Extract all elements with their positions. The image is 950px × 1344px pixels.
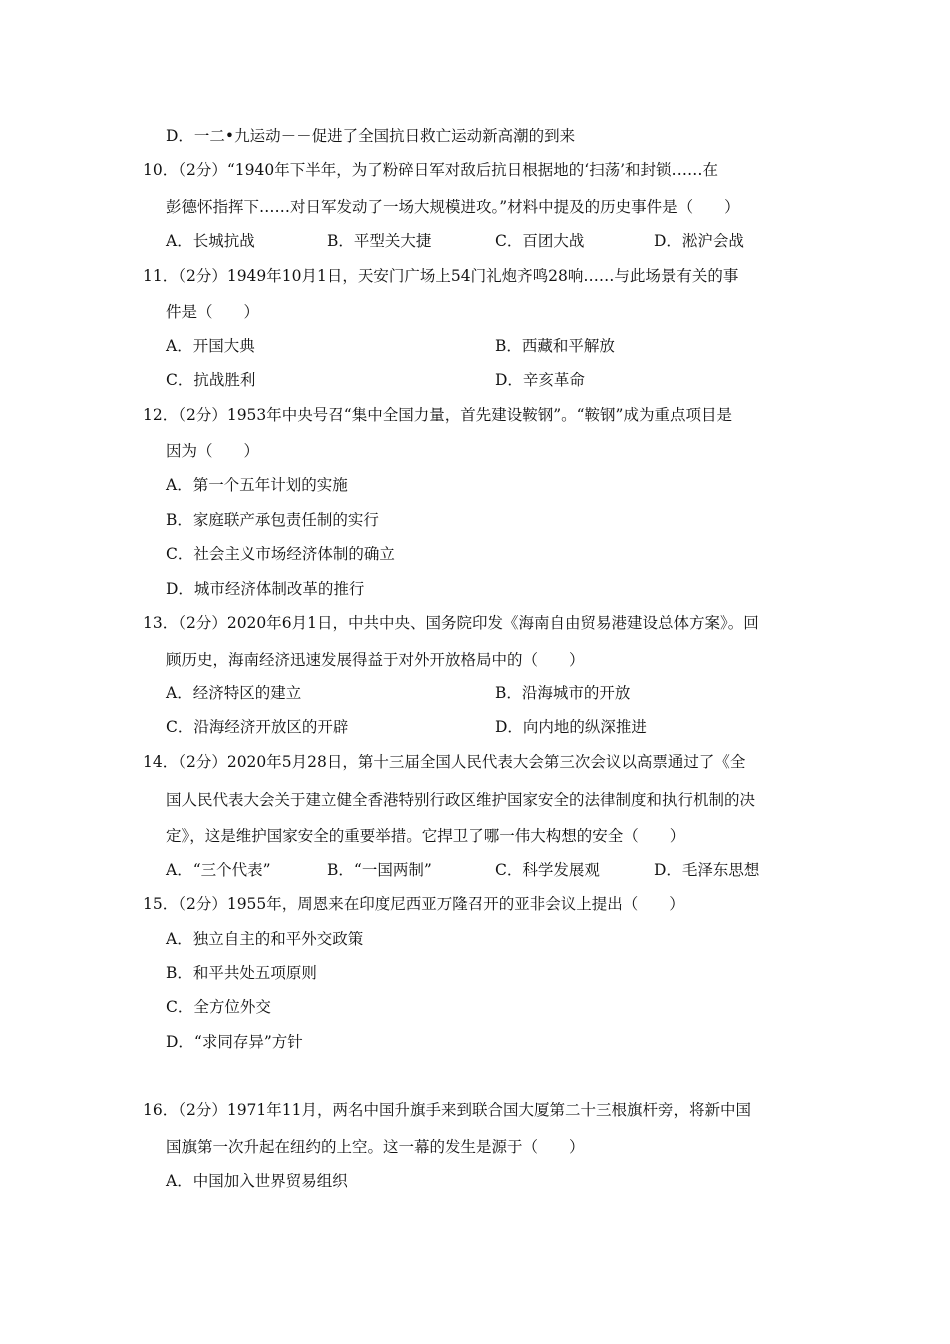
q11-option-b[interactable]: B．西藏和平解放: [495, 337, 615, 355]
q13-option-a[interactable]: A．经济特区的建立: [166, 684, 302, 702]
q13-option-d[interactable]: D．向内地的纵深推进: [495, 718, 647, 736]
q12-option-a[interactable]: A．第一个五年计划的实施: [166, 476, 348, 494]
q15-option-a[interactable]: A．独立自主的和平外交政策: [166, 930, 364, 948]
q10-option-b[interactable]: B．平型关大捷: [327, 232, 432, 250]
q12-option-c[interactable]: C．社会主义市场经济体制的确立: [166, 545, 395, 563]
q10-stem-line2: 彭德怀指挥下……对日军发动了一场大规模进攻。”材料中提及的历史事件是（ ）: [166, 198, 740, 216]
q14-stem-line2: 国人民代表大会关于建立健全香港特别行政区维护国家安全的法律制度和执行机制的决: [166, 791, 756, 809]
q14-option-b[interactable]: B．“一国两制”: [327, 861, 432, 879]
q9-option-d: D．一二•九运动－－促进了全国抗日救亡运动新高潮的到来: [166, 127, 576, 145]
q11-option-c[interactable]: C．抗战胜利: [166, 371, 256, 389]
q11-option-a[interactable]: A．开国大典: [166, 337, 255, 355]
q13-option-c[interactable]: C．沿海经济开放区的开辟: [166, 718, 349, 736]
q11-stem-line2: 件是（ ）: [166, 303, 260, 321]
q10-option-c[interactable]: C．百团大战: [495, 232, 585, 250]
q14-stem-line1: 14．（2分）2020年5月28日，第十三届全国人民代表大会第三次会议以高票通过了《全: [143, 753, 746, 771]
q15-option-d[interactable]: D．“求同存异”方针: [166, 1033, 303, 1051]
q16-option-a[interactable]: A．中国加入世界贸易组织: [166, 1172, 348, 1190]
q10-stem-line1: 10．（2分）“1940年下半年，为了粉碎日军对敌后抗日根据地的‘扫荡’和封锁……在: [143, 161, 719, 179]
q13-stem-line2: 顾历史，海南经济迅速发展得益于对外开放格局中的（ ）: [166, 651, 585, 669]
q16-stem-line1: 16．（2分）1971年11月，两名中国升旗手来到联合国大厦第二十三根旗杆旁，将新中国: [143, 1101, 752, 1119]
q15-option-b[interactable]: B．和平共处五项原则: [166, 964, 317, 982]
q12-option-d[interactable]: D．城市经济体制改革的推行: [166, 580, 365, 598]
q10-option-a[interactable]: A．长城抗战: [166, 232, 255, 250]
q11-stem-line1: 11．（2分）1949年10月1日，天安门广场上54门礼炮齐鸣28响……与此场景有关的事: [143, 267, 739, 285]
q13-stem-line1: 13．（2分）2020年6月1日，中共中央、国务院印发《海南自由贸易港建设总体方案》。回: [143, 614, 759, 632]
q11-option-d[interactable]: D．辛亥革命: [495, 371, 585, 389]
q16-stem-line2: 国旗第一次升起在纽约的上空。这一幕的发生是源于（ ）: [166, 1138, 585, 1156]
q10-option-d[interactable]: D．淞沪会战: [654, 232, 744, 250]
q14-option-d[interactable]: D．毛泽东思想: [654, 861, 760, 879]
q12-stem-line2: 因为（ ）: [166, 442, 260, 460]
q14-stem-line3: 定》，这是维护国家安全的重要举措。它捍卫了哪一伟大构想的安全（ ）: [166, 827, 686, 845]
q12-option-b[interactable]: B．家庭联产承包责任制的实行: [166, 511, 379, 529]
q14-option-a[interactable]: A．“三个代表”: [166, 861, 271, 879]
q14-option-c[interactable]: C．科学发展观: [495, 861, 600, 879]
q13-option-b[interactable]: B．沿海城市的开放: [495, 684, 631, 702]
q15-option-c[interactable]: C．全方位外交: [166, 998, 271, 1016]
q12-stem-line1: 12．（2分）1953年中央号召“集中全国力量，首先建设鞍钢”。“鞍钢”成为重点项目是: [143, 406, 732, 424]
q15-stem-line1: 15．（2分）1955年，周恩来在印度尼西亚万隆召开的亚非会议上提出（ ）: [143, 895, 685, 913]
